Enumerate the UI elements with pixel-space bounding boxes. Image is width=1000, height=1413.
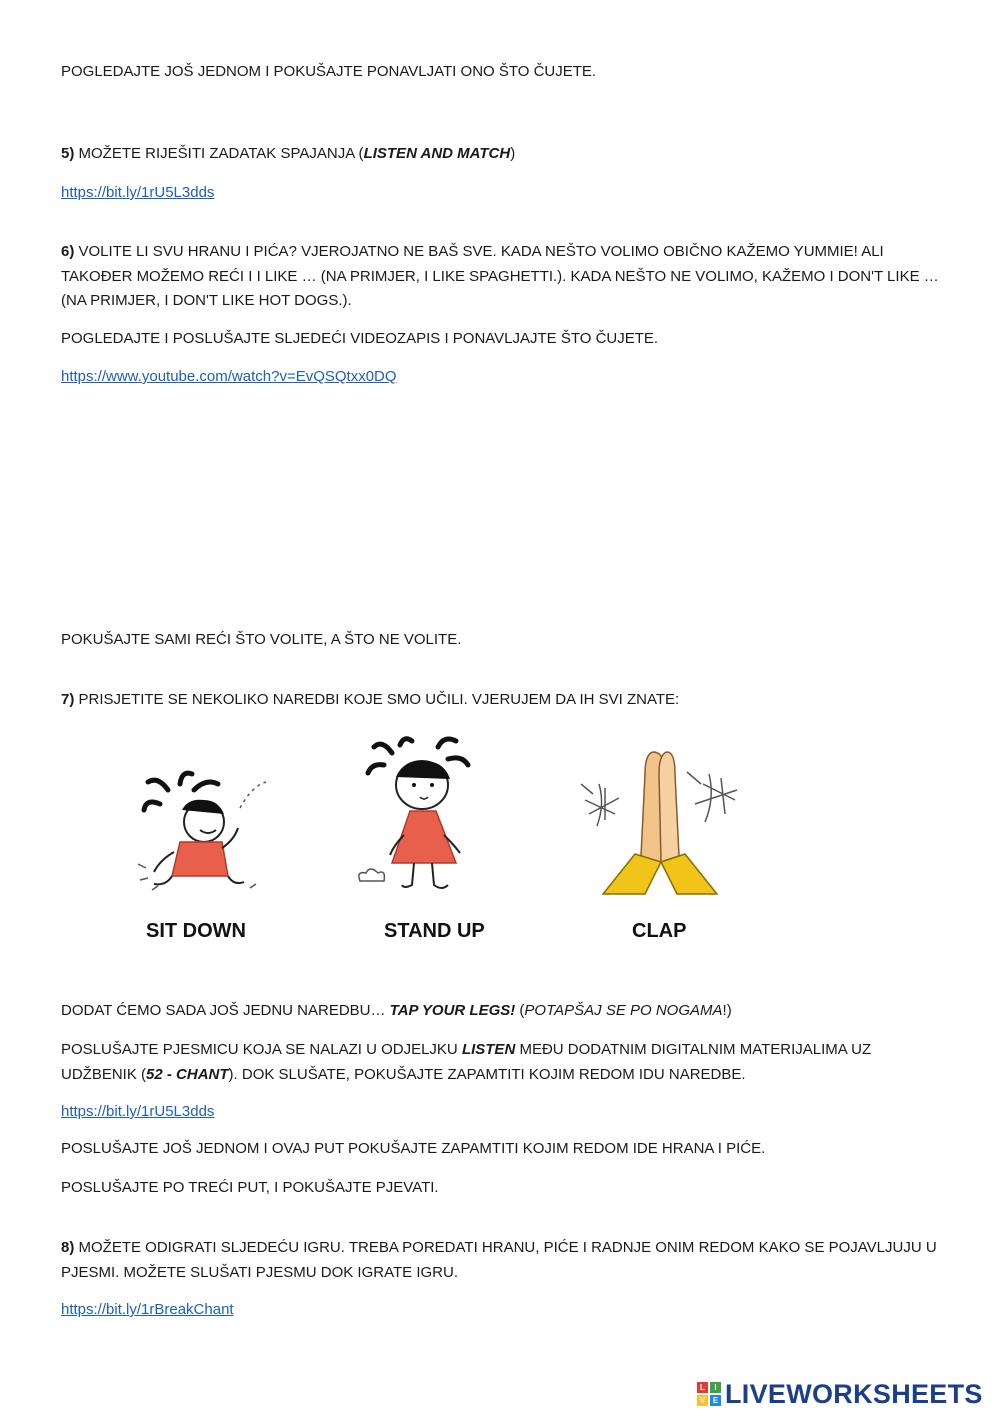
task-5: 5) MOŽETE RIJEŠITI ZADATAK SPAJANJA (LISTEN AND MATCH) (61, 145, 516, 162)
task-5-link[interactable]: https://bit.ly/1rU5L3dds (61, 184, 215, 201)
logo-text: LIVEWORKSHEETS (725, 1378, 983, 1409)
task-6-instruction: POGLEDAJTE I POSLUŠAJTE SLJEDEĆI VIDEOZAPIS I PONAVLJAJTE ŠTO ČUJETE. (61, 330, 659, 347)
task-8: 8) MOŽETE ODIGRATI SLJEDEĆU IGRU. TREBA POREDATI HRANU, PIĆE I RADNJE ONIM REDOM KAKO SE POJAVLJUJU U PJESMI. MOŽETE SLUŠATI PJESMU DOK IGRATE IGRU. (61, 1239, 937, 1281)
logo-icon: L I V E (697, 1382, 721, 1406)
caption-stand-up: STAND UP (384, 920, 485, 942)
listen-instruction: POSLUŠAJTE PJESMICU KOJA SE NALAZI U ODJELJKU LISTEN MEĐU DODATNIM DIGITALNIM MATERIJALIMA UZ UDŽBENIK (52 - CHANT). DOK SLUŠATE, POKUŠAJTE ZAPAMTITI KOJIM REDOM IDU NAREDBE. (61, 1041, 872, 1083)
instruction-repeat: POGLEDAJTE JOŠ JEDNOM I POKUŠAJTE PONAVLJATI ONO ŠTO ČUJETE. (61, 63, 597, 80)
liveworksheets-logo (697, 1378, 983, 1410)
task-number: 7) (61, 691, 75, 708)
task-6-video-link[interactable]: https://www.youtube.com/watch?v=EvQSQtxx0DQ (61, 368, 397, 385)
clap-illustration (575, 744, 745, 896)
task-number: 6) (61, 243, 75, 260)
sit-down-illustration (130, 768, 270, 896)
stand-up-illustration (352, 735, 482, 897)
listen-link[interactable]: https://bit.ly/1rU5L3dds (61, 1103, 215, 1120)
new-command: DODAT ĆEMO SADA JOŠ JEDNU NAREDBU… TAP YOUR LEGS! (POTAPŠAJ SE PO NOGAMA!) (61, 1002, 732, 1019)
task-8-game-link[interactable]: https://bit.ly/1rBreakChant (61, 1301, 234, 1318)
caption-clap: CLAP (632, 920, 687, 942)
task-number: 5) (61, 145, 75, 162)
task-7: 7) PRISJETITE SE NEKOLIKO NAREDBI KOJE SMO UČILI. VJERUJEM DA IH SVI ZNATE: (61, 691, 680, 708)
instruction-say: POKUŠAJTE SAMI REĆI ŠTO VOLITE, A ŠTO NE VOLITE. (61, 631, 462, 648)
caption-sit-down: SIT DOWN (146, 920, 246, 942)
instruction-third: POSLUŠAJTE PO TREĆI PUT, I POKUŠAJTE PJEVATI. (61, 1179, 439, 1196)
instruction-again: POSLUŠAJTE JOŠ JEDNOM I OVAJ PUT POKUŠAJTE ZAPAMTITI KOJIM REDOM IDE HRANA I PIĆE. (61, 1140, 766, 1157)
task-6: 6) VOLITE LI SVU HRANU I PIĆA? VJEROJATNO NE BAŠ SVE. KADA NEŠTO VOLIMO OBIČNO KAŽEMO YUMMIE! ALI TAKOĐER MOŽEMO REĆI I I LIKE … (NA PRIMJER, I LIKE SPAGHETTI.). KADA NEŠTO NE VOLIMO, KAŽEMO I DON'T LIKE … (NA PRIMJER, I DON'T LIKE HOT DOGS.). (61, 243, 939, 309)
task-number: 8) (61, 1239, 75, 1256)
